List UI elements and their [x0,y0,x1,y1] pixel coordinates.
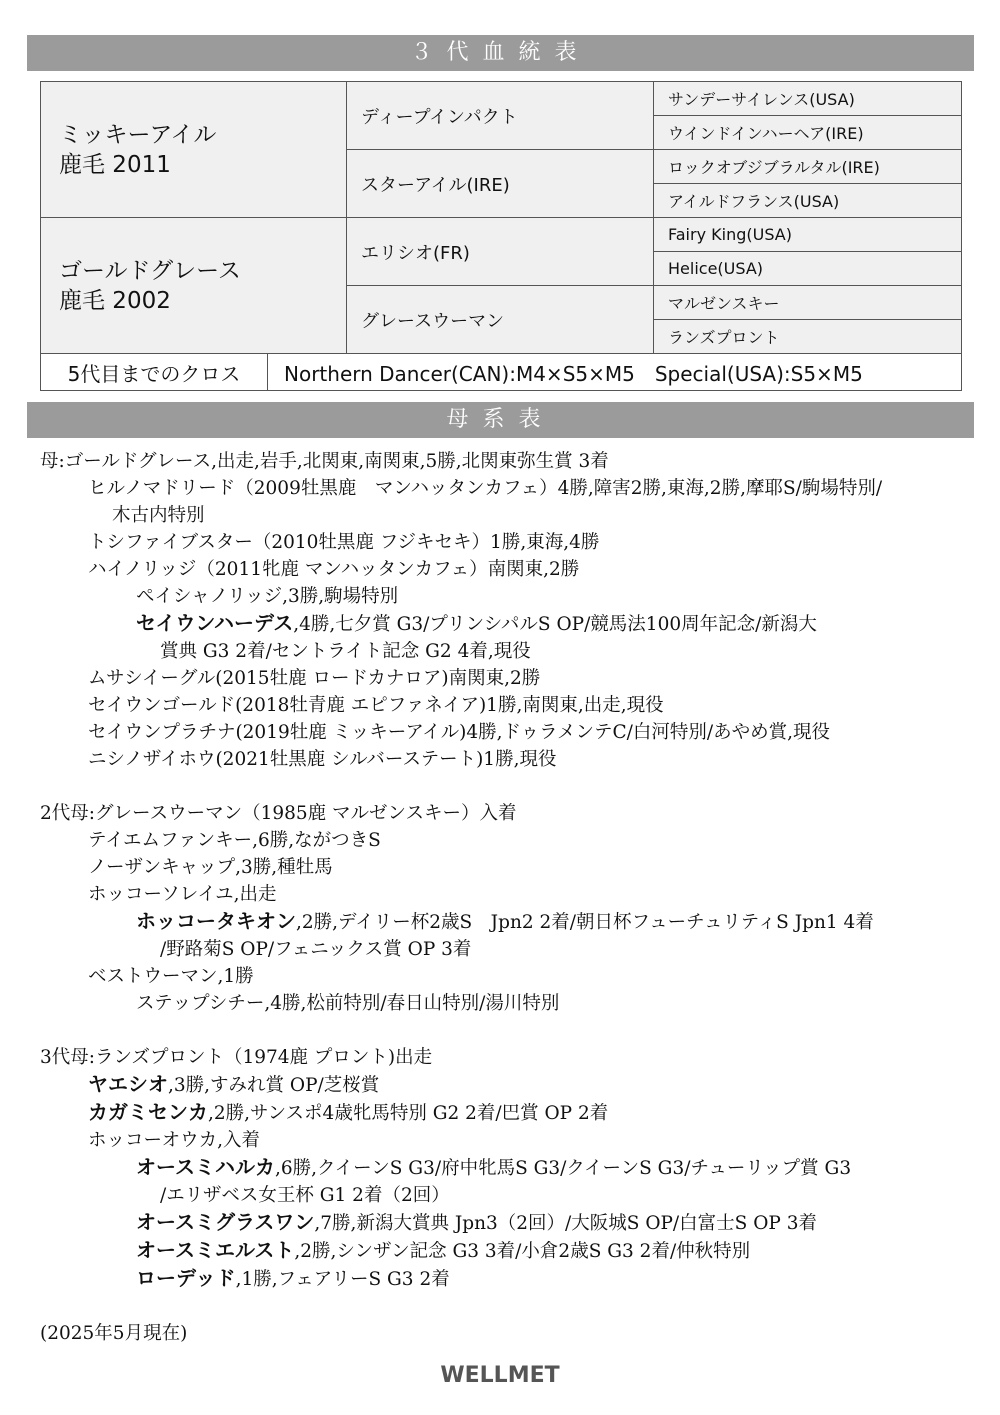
dam-cell [41,218,347,354]
horse-name-bold: オースミハルカ [136,1155,275,1179]
dam-line: 母:ゴールドグレース,出走,岩手,北関東,南関東,5勝,北関東弥生賞 3着 [40,451,609,472]
sire-name: ミッキーアイル [59,121,217,148]
horse-record: ,7勝,新潟大賞典 Jpn3（2回）/大阪城S OP/白富士S OP 3着 [314,1213,817,1234]
third-dam-line: 3代母:ランズプロント（1974鹿 プロント)出走 [40,1047,433,1068]
as-of-date: (2025年5月現在) [40,1323,188,1344]
sire-info: 鹿毛 2011 [59,151,171,178]
dam-progeny-2: トシファイブスター（2010牡黒鹿 フジキセキ）1勝,東海,4勝 [88,532,600,553]
ousumi-haruka-cont: /エリザベス女王杯 G1 2着（2回） [160,1185,450,1206]
loaded [40,1265,970,1293]
dam-progeny-1-cont: 木古内特別 [112,505,205,526]
sire-cell [41,82,347,218]
sire-dam: スターアイル(IRE) [347,150,654,218]
ousumi-grasswan [40,1209,970,1237]
dam-dam-dam: ランズプロント [654,320,962,354]
horse-record: ,2勝,デイリー杯2歳S Jpn2 2着/朝日杯フューチュリティS Jpn1 4着 [296,912,874,933]
hokko-takion [40,908,970,936]
ousumi-haruka [40,1154,970,1182]
dam-progeny-1: ヒルノマドリード（2009牡黒鹿 マンハッタンカフェ）4勝,障害2勝,東海,2勝,摩耶S/駒場特別/ [88,478,883,499]
dam-progeny-3: ハイノリッジ（2011牝鹿 マンハッタンカフェ）南関東,2勝 [88,559,580,580]
inbreeding-cross-label: 5代目までのクロス [41,354,268,391]
sire-sire: ディープインパクト [347,82,654,150]
dam-sire: エリシオ(FR) [347,218,654,286]
dam-progeny-6: セイウンプラチナ(2019牡鹿 ミッキーアイル)4勝,ドゥラメンテC/白河特別/あやめ賞,現役 [88,722,831,743]
family-table [40,448,970,1347]
horse-name-bold: ローデッド [136,1266,236,1290]
dam-progeny-4: ムサシイーグル(2015牡鹿 ロードカナロア)南関東,2勝 [88,668,541,689]
haino-progeny-2-cont: 賞典 G3 2着/セントライト記念 G2 4着,現役 [160,641,531,662]
dam-dam-sire: マルゼンスキー [654,286,962,320]
family-title-band: 母系表 [27,402,974,438]
sire-sire-sire: サンデーサイレンス(USA) [654,82,962,116]
horse-record: ,2勝,サンスポ4歳牝馬特別 G2 2着/巴賞 OP 2着 [208,1103,609,1124]
horse-name-bold: セイウンハーデス [136,611,294,635]
horse-record: ,3勝,すみれ賞 OP/芝桜賞 [168,1075,380,1096]
haino-progeny-2 [40,610,970,638]
kagamisenka [40,1099,970,1127]
hokko-ouka: ホッコーオウカ,入着 [88,1130,261,1151]
ousumi-elst [40,1237,970,1265]
dam-progeny-7: ニシノザイホウ(2021牡黒鹿 シルバーステート)1勝,現役 [88,749,557,770]
horse-name-bold: ホッコータキオン [136,909,296,933]
haino-progeny-1: ペイシャノリッジ,3勝,駒場特別 [136,586,399,607]
inbreeding-cross-value: Northern Dancer(CAN):M4×S5×M5 Special(USA):S5×M5 [268,354,962,391]
second-dam-progeny-1: テイエムファンキー,6勝,ながつきS [88,830,381,851]
horse-record: ,1勝,フェアリーS G3 2着 [235,1269,450,1290]
horse-name-bold: オースミグラスワン [136,1210,315,1234]
horse-record: ,6勝,クイーンS G3/府中牝馬S G3/クイーンS G3/チューリップ賞 G3 [275,1158,852,1179]
yaeshio [40,1071,970,1099]
sire-dam-sire: ロックオブジブラルタル(IRE) [654,150,962,184]
pedigree-title-band: ３代血統表 [27,35,974,71]
best-woman: ベストウーマン,1勝 [88,966,254,987]
second-dam-progeny-3: ホッコーソレイユ,出走 [88,884,277,905]
horse-name-bold: ヤエシオ [88,1072,168,1096]
best-woman-progeny: ステップシチー,4勝,松前特別/春日山特別/湯川特別 [136,993,560,1014]
horse-record: ,2勝,シンザン記念 G3 3着/小倉2歳S G3 2着/仲秋特別 [294,1241,751,1262]
wellmet-logo: WELLMET [440,1363,560,1388]
dam-dam: グレースウーマン [347,286,654,354]
horse-name-bold: カガミセンカ [88,1100,208,1124]
horse-record: ,4勝,七夕賞 G3/プリンシパルS OP/競馬法100周年記念/新潟大 [293,614,817,635]
dam-sire-sire: Fairy King(USA) [654,218,962,252]
dam-sire-dam: Helice(USA) [654,252,962,286]
dam-info: 鹿毛 2002 [59,287,171,314]
dam-progeny-5: セイウンゴールド(2018牡青鹿 エピファネイア)1勝,南関東,出走,現役 [88,695,664,716]
hokko-takion-cont: /野路菊S OP/フェニックス賞 OP 3着 [160,939,472,960]
pedigree-table [40,81,962,391]
sire-sire-dam: ウインドインハーヘア(IRE) [654,116,962,150]
dam-name: ゴールドグレース [59,257,241,284]
horse-name-bold: オースミエルスト [136,1238,295,1262]
sire-dam-dam: アイルドフランス(USA) [654,184,962,218]
second-dam-progeny-2: ノーザンキャップ,3勝,種牡馬 [88,857,333,878]
second-dam-line: 2代母:グレースウーマン（1985鹿 マルゼンスキー）入着 [40,803,517,824]
